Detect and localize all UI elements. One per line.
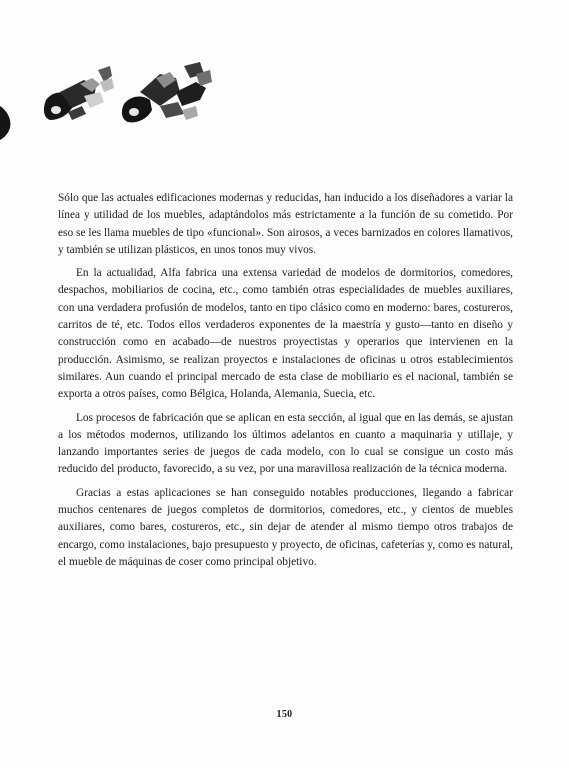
edge-fragment	[0, 106, 10, 140]
body-text	[58, 190, 513, 577]
page-number: 150	[276, 709, 293, 720]
decorative-photo-cutouts	[0, 62, 230, 142]
machine-part-cutout-1	[44, 66, 114, 120]
machine-part-cutout-2	[122, 62, 212, 122]
paragraph-2: En la actualidad, Alfa fabrica una extensa variedad de modelos de dormitorios, comedores, despachos, mobiliarios de cocina, etc., como también otras especialidades de muebles auxiliares, con una verdadera profusión de modelos, tanto en tipo clásico como en moderno: bares, costureros, carritos de té, etc. Todos ellos verdaderos exponentes de la maestría y gusto—tanto en diseño y construcción como en acabado—de nuestros proyectistas y operarios que intervienen en la producción. Asimismo, se realizan proyectos e instalaciones de oficinas u otros establecimientos similares. Aun cuando el principal mercado de esta clase de mobiliario es el nacional, también se exporta a otros países, como Bélgica, Holanda, Alemania, Suecia, etc.	[58, 267, 513, 401]
paragraph-3: Los procesos de fabricación que se aplican en esta sección, al igual que en las demás, se ajustan a los métodos modernos, utilizando los últimos adelantos en cuanto a maquinaria y utillaje, y lanzando importantes series de juegos de cada modelo, con lo cual se consigue un costo más reducido del producto, favorecido, a su vez, por una maravillosa realización de la técnica moderna.	[58, 411, 513, 476]
paragraph-1: Sólo que las actuales edificaciones modernas y reducidas, han inducido a los diseñadores a variar la línea y utilidad de los muebles, adaptándolos más estrictamente a la función de su cometido. Por eso se les llama muebles de tipo «funcional». Son airosos, a veces barnizados en colores llamativos, y también se utilizan plásticos, en unos tonos muy vivos.	[58, 192, 513, 256]
paragraph-4: Gracias a estas aplicaciones se han conseguido notables producciones, llegando a fabricar muchos centenares de juegos completos de dormitorios, comedores, etc., y cientos de muebles auxiliares, como bares, costureros, etc., sin dejar de atender al mismo tiempo otros trabajos de encargo, como instalaciones, bajo presupuesto y proyecto, de oficinas, cafeterías y, como es natural, el mueble de máquinas de coser como principal objetivo.	[58, 486, 513, 568]
